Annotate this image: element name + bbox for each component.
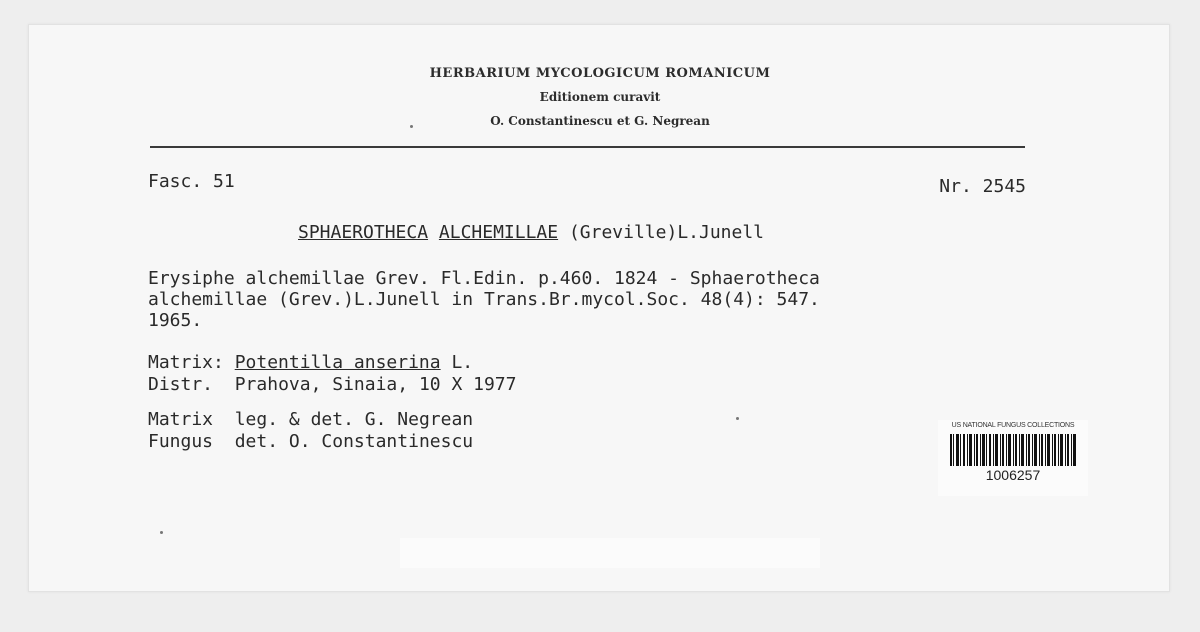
barcode-bars <box>950 434 1076 466</box>
synonymy-line: alchemillae (Grev.)L.Junell in Trans.Br.mycol.Soc. 48(4): 547. <box>148 289 820 310</box>
taxon-species: ALCHEMILLAE <box>438 222 559 243</box>
matrix-row <box>148 352 473 373</box>
determiner-row <box>148 431 473 452</box>
ink-dot <box>736 417 739 420</box>
ink-dot <box>410 125 413 128</box>
paper-smudge <box>400 538 820 568</box>
synonymy-line: Erysiphe alchemillae Grev. Fl.Edin. p.460. 1824 - Sphaerotheca <box>148 268 820 289</box>
matrix-host: Potentilla anserina <box>234 352 441 373</box>
matrix-host-author: L. <box>451 352 474 373</box>
herbarium-subtitle: Editionem curavit <box>539 90 661 104</box>
specimen-number: Nr. 2545 <box>939 176 1026 197</box>
matrix-label: Matrix: <box>148 352 224 373</box>
header-rule <box>150 146 1025 148</box>
fungus-value: det. O. Constantinescu <box>234 431 474 452</box>
collector-row <box>148 409 473 430</box>
barcode-label <box>938 420 1088 496</box>
leg-label: Matrix <box>148 409 214 430</box>
taxon-authority: (Greville)L.Junell <box>568 222 765 243</box>
ink-dot <box>160 531 163 534</box>
herbarium-title: HERBARIUM MYCOLOGICUM ROMANICUM <box>429 66 771 81</box>
distribution-row <box>148 374 516 395</box>
taxon-genus: SPHAEROTHECA <box>298 222 429 243</box>
synonymy-block <box>148 268 820 331</box>
leg-value: leg. & det. G. Negrean <box>234 409 474 430</box>
barcode-caption: US NATIONAL FUNGUS COLLECTIONS <box>951 422 1075 429</box>
herbarium-editors: O. Constantinescu et G. Negrean <box>490 114 710 128</box>
distr-value: Prahova, Sinaia, 10 X 1977 <box>234 374 517 395</box>
barcode-number: 1006257 <box>985 467 1041 483</box>
synonymy-line: 1965. <box>148 310 203 331</box>
distr-label: Distr. <box>148 374 214 395</box>
taxon-name <box>298 222 764 243</box>
fascicle-number: Fasc. 51 <box>148 171 235 192</box>
fungus-label: Fungus <box>148 431 214 452</box>
